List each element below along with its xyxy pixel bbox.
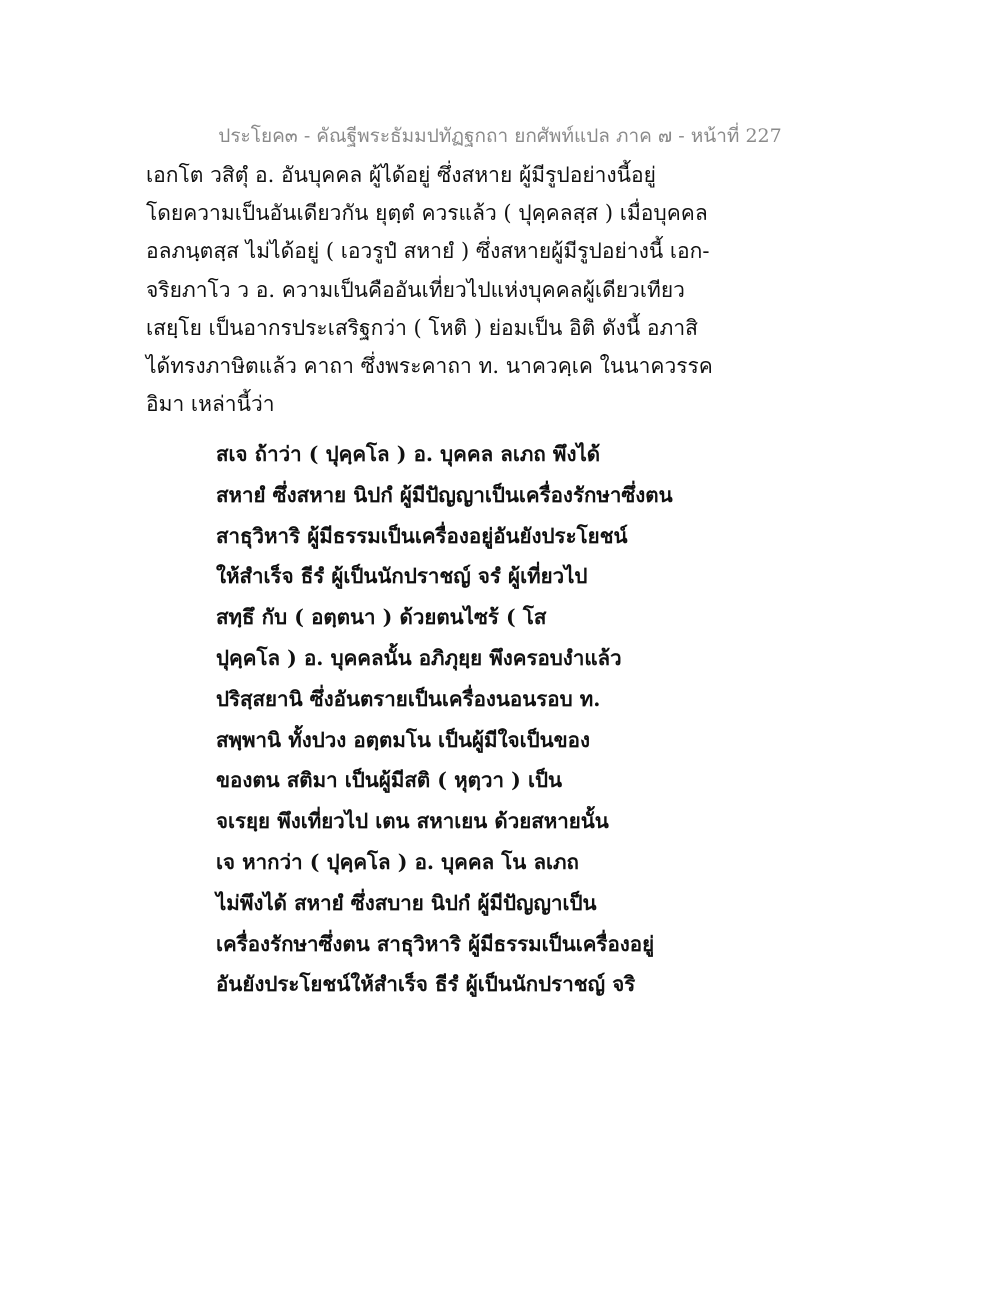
verse-line: อันยังประโยชน์ให้สำเร็จ ธีรํ ผู้เป็นนักปราชญ์ จริ [216,972,636,997]
verse-line: ของตน สติมา เป็นผู้มีสติ ( หุตฺวา ) เป็น [216,768,562,793]
verse-line: ปริสฺสยานิ ซึ่งอันตรายเป็นเครื่องนอนรอบ ท. [216,686,601,711]
intro-line: ได้ทรงภาษิตแล้ว คาถา ซึ่งพระคาถา ท. นาควคฺเค ในนาควรรค [146,354,713,379]
verse-line: เจ หากว่า ( ปุคฺคโล ) อ. บุคคล โน ลเภถ [216,849,579,874]
verse-line: ปุคฺคโล ) อ. บุคคลนั้น อภิภุยฺย พึงครอบงำแล้ว [216,645,622,670]
intro-line: เอกโต วสิตุํ อ. อันบุคคล ผู้ได้อยู่ ซึ่งสหาย ผู้มีรูปอย่างนี้อยู่ [146,163,656,187]
verse-line: สทฺธึ กับ ( อตฺตนา ) ด้วยตนไซร้ ( โส [216,605,547,630]
verse-line: เครื่องรักษาซึ่งตน สาธุวิหาริ ผู้มีธรรมเป็นเครื่องอยู่ [216,931,655,956]
intro-line: เสยฺโย เป็นอากรประเสริฐกว่า ( โหติ ) ย่อมเป็น อิติ ดังนี้ อภาสิ [146,315,698,340]
verse-line: สาธุวิหาริ ผู้มีธรรมเป็นเครื่องอยู่อันยังประโยชน์ [216,523,628,548]
verse-line: สเจ ถ้าว่า ( ปุคฺคโล ) อ. บุคคล ลเภถ พึงได้ [216,442,601,466]
verse-line: จเรยฺย พึงเที่ยวไป เตน สหาเยน ด้วยสหายนั้น [216,809,609,834]
intro-line: โดยความเป็นอันเดียวกัน ยุตฺตํ ควรแล้ว ( ปุคฺคลสฺส ) เมื่อบุคคล [146,201,708,226]
running-header: ประโยค๓ - คัณฐีพระธัมมปทัฏฐกถา ยกศัพท์แปล ภาค ๗ - หน้าที่ 227 [218,125,782,147]
verse-block [216,434,856,1005]
intro-line: อลภนฺตสฺส ไม่ได้อยู่ ( เอวรูปํ สหายํ ) ซึ่งสหายผู้มีรูปอย่างนี้ เอก- [146,239,710,264]
verse-line: สพฺพานิ ทั้งปวง อตฺตมโน เป็นผู้มีใจเป็นของ [216,727,590,752]
intro-paragraph [146,156,866,423]
intro-line: อิมา เหล่านี้ว่า [146,392,275,417]
verse-line: ไม่พึงได้ สหายํ ซึ่งสบาย นิปกํ ผู้มีปัญญาเป็น [216,890,597,915]
verse-line: ให้สำเร็จ ธีรํ ผู้เป็นนักปราชญ์ จรํ ผู้เที่ยวไป [216,564,588,589]
intro-line: จริยภาโว ว อ. ความเป็นคืออันเที่ยวไปแห่งบุคคลผู้เดียวเทียว [146,277,685,302]
verse-line: สหายํ ซึ่งสหาย นิปกํ ผู้มีปัญญาเป็นเครื่องรักษาซึ่งตน [216,482,673,507]
